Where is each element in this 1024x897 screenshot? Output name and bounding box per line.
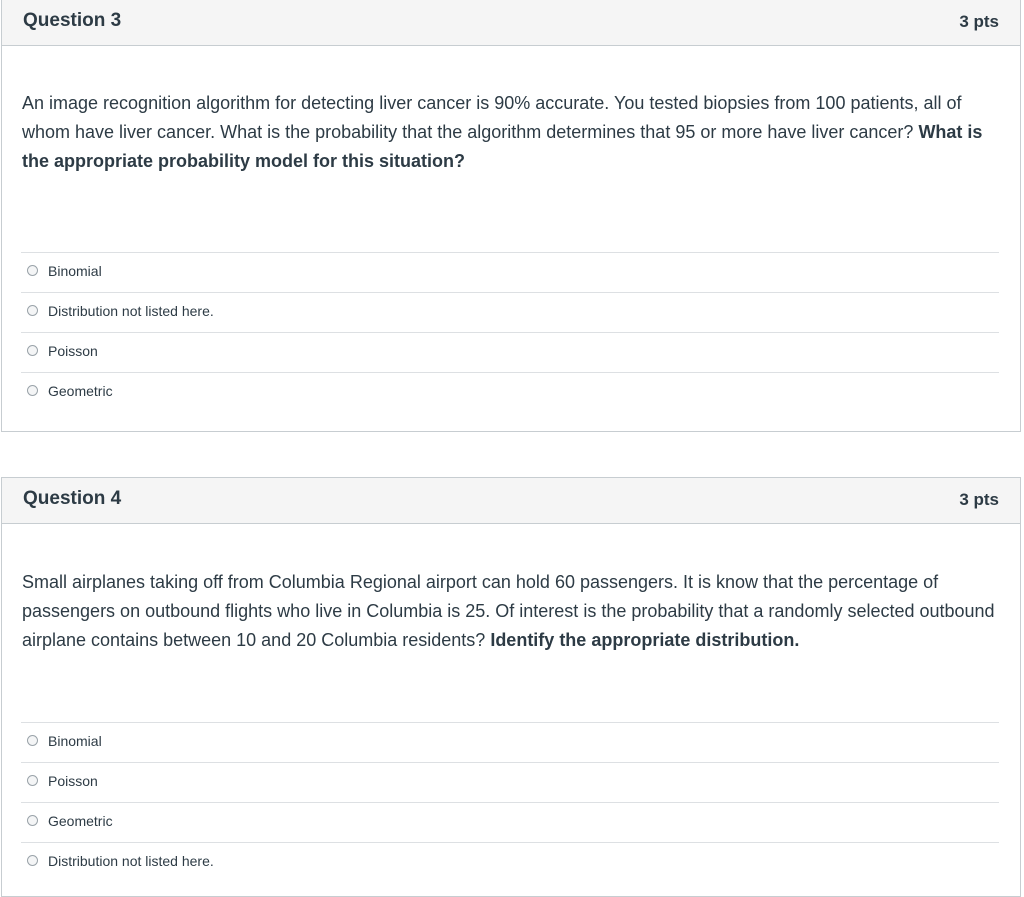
radio-button[interactable]: [27, 815, 38, 826]
answer-option[interactable]: [21, 292, 999, 332]
question-title: Question 4: [23, 488, 122, 509]
answer-label: Distribution not listed here.: [48, 853, 214, 869]
question-text-plain: An image recognition algorithm for detecting liver cancer is 90% accurate. You tested biopsies from 100 patients, all of whom have liver cancer. What is the probability that the algorithm determines that 95 or more have liver cancer?: [22, 93, 962, 142]
radio-button[interactable]: [27, 345, 38, 356]
answer-label: Poisson: [48, 343, 98, 359]
radio-button[interactable]: [27, 855, 38, 866]
question-4-text: [22, 568, 1002, 655]
answer-option[interactable]: [21, 722, 999, 762]
answer-option[interactable]: [21, 802, 999, 842]
answer-label: Binomial: [48, 263, 102, 279]
radio-button[interactable]: [27, 385, 38, 396]
question-title: Question 3: [23, 10, 122, 31]
question-points: 3 pts: [959, 490, 999, 509]
answer-option[interactable]: [21, 252, 999, 292]
question-text-plain: Small airplanes taking off from Columbia Regional airport can hold 60 passengers. It is know that the percentage of passengers on outbound flights who live in Columbia is 25. Of interest is the probability that a randomly selected outbound airplane contains between 10 and 20 Columbia residents?: [22, 572, 995, 650]
answer-option[interactable]: [21, 842, 999, 882]
answer-label: Geometric: [48, 813, 113, 829]
radio-button[interactable]: [27, 775, 38, 786]
answer-label: Poisson: [48, 773, 98, 789]
question-header: [2, 478, 1020, 524]
answer-label: Binomial: [48, 733, 102, 749]
question-text-bold: What is the appropriate probability model for this situation?: [22, 122, 983, 171]
question-3-text: [22, 89, 1002, 176]
question-header: [2, 0, 1020, 46]
question-points: 3 pts: [959, 12, 999, 31]
answer-label: Distribution not listed here.: [48, 303, 214, 319]
answer-option[interactable]: [21, 762, 999, 802]
radio-button[interactable]: [27, 735, 38, 746]
question-text-bold: Identify the appropriate distribution.: [490, 630, 800, 650]
answer-option[interactable]: [21, 332, 999, 372]
radio-button[interactable]: [27, 305, 38, 316]
question-3-answers: [21, 252, 999, 412]
answer-label: Geometric: [48, 383, 113, 399]
radio-button[interactable]: [27, 265, 38, 276]
answer-option[interactable]: [21, 372, 999, 412]
question-4-answers: [21, 722, 999, 882]
